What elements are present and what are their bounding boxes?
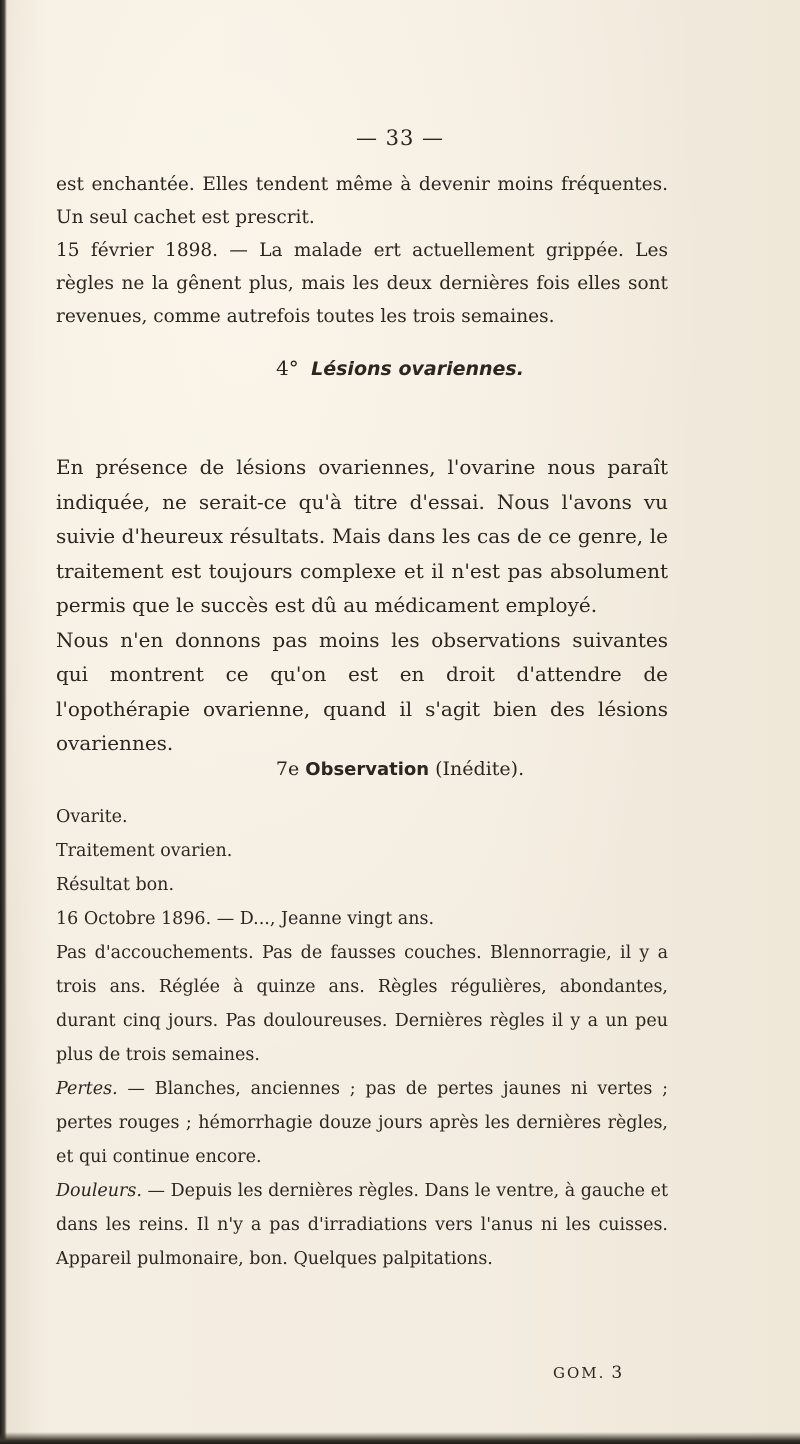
section-body	[56, 450, 668, 761]
observation-line: Résultat bon.	[56, 875, 175, 895]
observation-paragraph	[56, 936, 668, 1072]
observation-text: Pas d'accouchements. Pas de fausses couches. Blennorragie, il y a trois ans. Réglée à quinze ans. Règles régulières, abondantes, durant cinq jours. Pas douloureuses. Dernières règles il y a un peu plus de trois semaines.	[56, 943, 668, 1065]
page-bottom-edge	[0, 1432, 800, 1444]
binding-edge	[0, 0, 7, 1444]
observation-body	[56, 800, 668, 1276]
observation-number: 7e	[275, 758, 300, 780]
section-title: Lésions ovariennes.	[311, 358, 524, 380]
signature-number: 3	[611, 1363, 625, 1383]
observation-line: 16 Octobre 1896. — D..., Jeanne vingt ans.	[56, 909, 435, 929]
observation-line: Ovarite.	[56, 807, 128, 827]
section-number: 4°	[276, 356, 299, 380]
observation-text: — Depuis les dernières règles. Dans le ventre, à gauche et dans les reins. Il n'y a pas d'irradiations vers l'anus ni les cuisses. Appareil pulmonaire, bon. Quelques palpitations.	[56, 1181, 668, 1269]
section-heading	[0, 356, 800, 380]
opening-paragraphs	[56, 168, 668, 333]
observation-lead: Douleurs.	[56, 1181, 142, 1201]
signature-label: GOM.	[553, 1364, 606, 1382]
paragraph: En présence de lésions ovariennes, l'ovarine nous paraît indiquée, ne serait-ce qu'à titre d'essai. Nous l'avons vu suivie d'heureux résultats. Mais dans les cas de ce genre, le traitement est toujours complexe et il n'est pas absolument permis que le succès est dû au médicament employé.	[56, 455, 668, 617]
paragraph: 15 février 1898. — La malade ert actuellement grippée. Les règles ne la gênent plus, mais les deux dernières fois elles sont revenues, comme autrefois toutes les trois semaines.	[56, 240, 668, 327]
page-number: — 33 —	[355, 126, 445, 150]
paragraph: est enchantée. Elles tendent même à devenir moins fréquentes. Un seul cachet est prescrit.	[56, 174, 668, 228]
observation-paragraph	[56, 1072, 668, 1174]
signature-mark	[553, 1363, 624, 1383]
observation-heading	[0, 758, 800, 780]
observation-paragraph	[56, 1174, 668, 1276]
observation-lead: Pertes.	[56, 1079, 118, 1099]
observation-title: Observation	[305, 759, 430, 780]
paragraph: Nous n'en donnons pas moins les observations suivantes qui montrent ce qu'on est en droit d'attendre de l'opothérapie ovarienne, quand il s'agit bien des lésions ovariennes.	[56, 627, 668, 755]
observation-line: Traitement ovarien.	[56, 841, 233, 861]
observation-text: — Blanches, anciennes ; pas de pertes jaunes ni vertes ; pertes rouges ; hémorrhagie douze jours après les dernières règles, et qui continue encore.	[56, 1079, 668, 1167]
observation-note: (Inédite).	[435, 758, 525, 780]
